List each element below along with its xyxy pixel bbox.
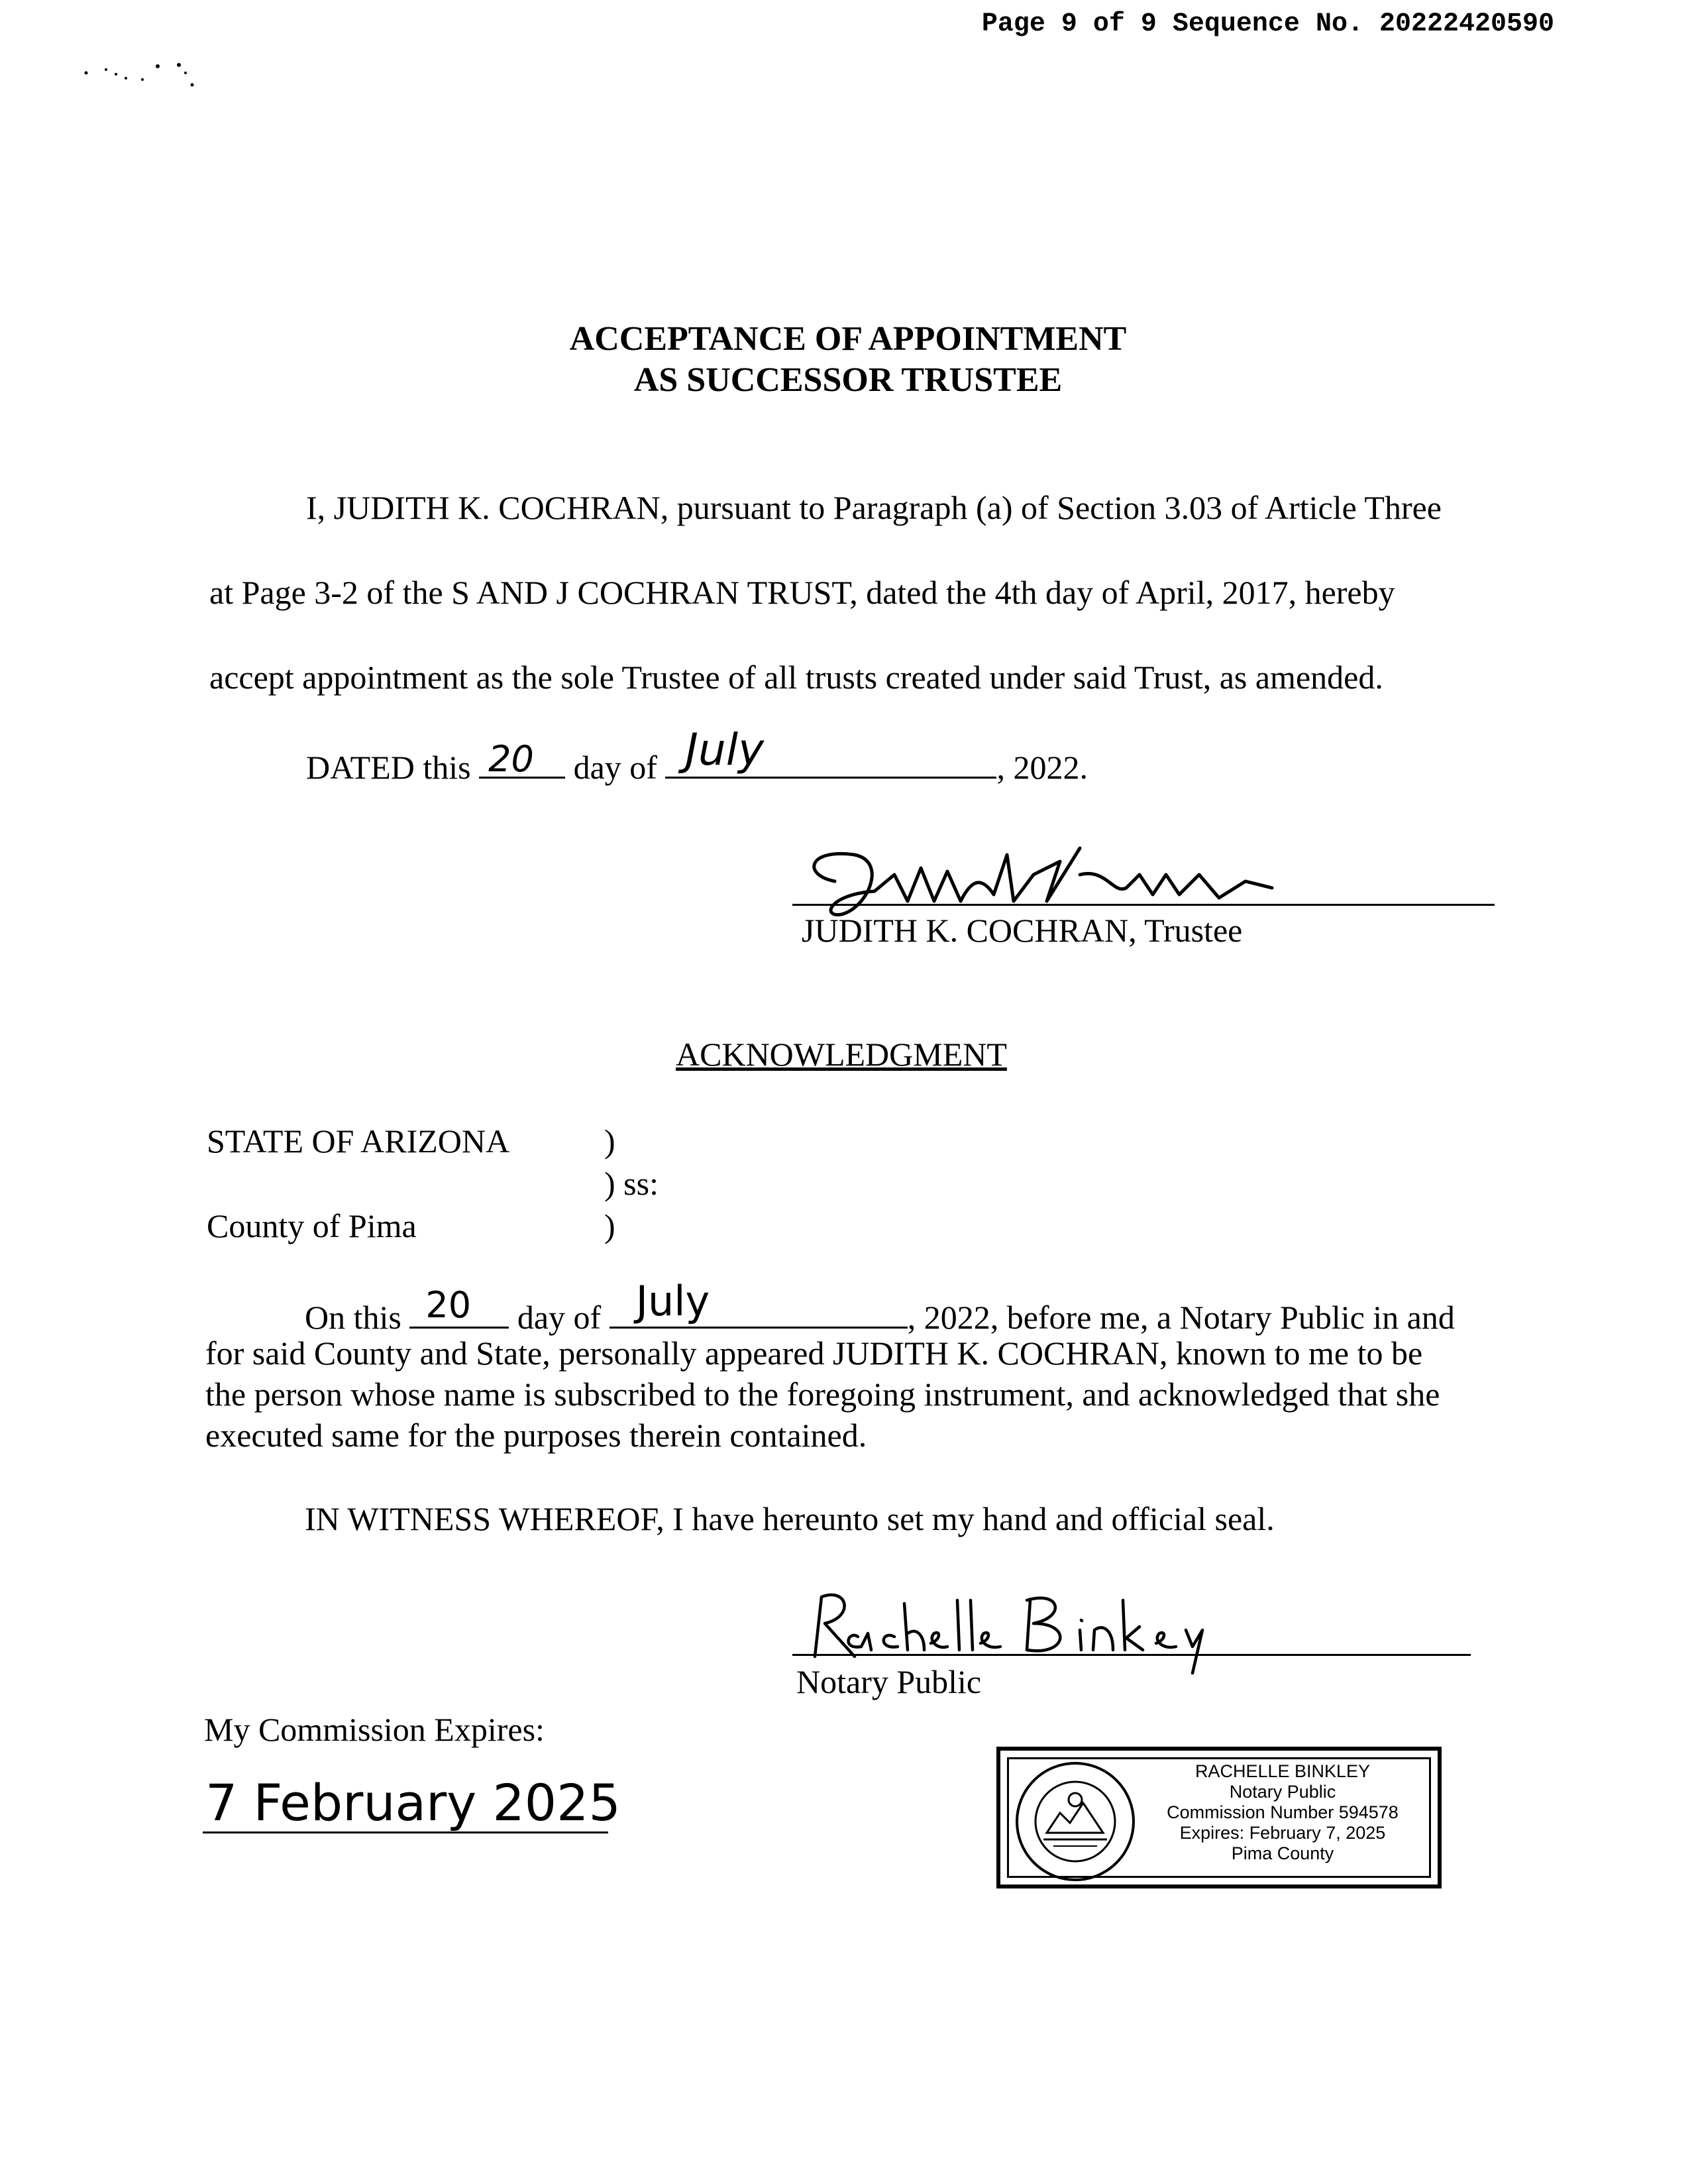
notary-stamp [996, 1747, 1442, 1888]
acknowledgment-heading: ACKNOWLEDGMENT [676, 1036, 1007, 1073]
trustee-caption: JUDITH K. COCHRAN, Trustee [802, 912, 1243, 949]
stamp-title: Notary Public [1229, 1782, 1336, 1802]
on-rest: , 2022, before me, a Notary Public in and [907, 1299, 1455, 1336]
on-mid: day of [517, 1299, 602, 1336]
dated-line [306, 724, 1088, 787]
on-month-field [610, 1277, 908, 1329]
dated-day-field [479, 738, 565, 780]
acknowledgment-line-2: for said County and State, personally appeared JUDITH K. COCHRAN, known to me to be [205, 1335, 1423, 1372]
dated-month-handwritten: July [685, 724, 765, 775]
acknowledgment-line-3: the person whose name is subscribed to the foregoing instrument, and acknowledged that she [205, 1376, 1440, 1413]
document-title-line2: AS SUCCESSOR TRUSTEE [633, 361, 1063, 399]
on-prefix: On this [305, 1299, 401, 1336]
on-day-handwritten: 20 [425, 1284, 472, 1326]
dated-day-handwritten: 20 [488, 738, 534, 780]
acknowledgment-line-4: executed same for the purposes therein contained. [205, 1417, 867, 1454]
dated-prefix: DATED this [306, 749, 471, 786]
stamp-commission-number: Commission Number 594578 [1167, 1802, 1399, 1822]
arizona-seal-icon [1014, 1760, 1137, 1883]
commission-expiration-handwritten: 7 February 2025 [205, 1773, 621, 1832]
scan-specks [80, 60, 252, 172]
acceptance-line-3: accept appointment as the sole Trustee of all trusts created under said Trust, as amended. [209, 659, 1383, 696]
on-day-field [409, 1284, 509, 1329]
dated-month-field [665, 724, 996, 779]
acceptance-line-1: I, JUDITH K. COCHRAN, pursuant to Paragraph (a) of Section 3.03 of Article Three [306, 489, 1442, 526]
dated-year: , 2022. [996, 749, 1088, 786]
venue-ss: ) ss: [604, 1165, 659, 1202]
venue-paren-bottom: ) [604, 1207, 615, 1244]
acceptance-line-2: at Page 3-2 of the S AND J COCHRAN TRUST, dated the 4th day of April, 2017, hereby [209, 574, 1395, 611]
notary-signature-line [792, 1654, 1471, 1656]
on-month-handwritten: July [635, 1277, 710, 1325]
stamp-county: Pima County [1231, 1843, 1334, 1863]
stamp-details [1137, 1761, 1428, 1864]
notary-caption: Notary Public [796, 1663, 982, 1700]
commission-label: My Commission Expires: [204, 1711, 545, 1748]
dated-mid: day of [573, 749, 657, 786]
stamp-expires: Expires: February 7, 2025 [1179, 1823, 1386, 1843]
venue-paren-top: ) [604, 1122, 615, 1160]
document-title-line1: ACCEPTANCE OF APPOINTMENT [569, 320, 1127, 358]
witness-statement: IN WITNESS WHEREOF, I have hereunto set my hand and official seal. [305, 1500, 1275, 1537]
venue-county: County of Pima [207, 1207, 417, 1244]
commission-line [203, 1831, 608, 1833]
acknowledgment-line-1 [305, 1277, 1455, 1337]
trustee-signature-line [792, 904, 1495, 906]
venue-state: STATE OF ARIZONA [207, 1122, 510, 1160]
stamp-name: RACHELLE BINKLEY [1194, 1761, 1371, 1781]
page-sequence-header: Page 9 of 9 Sequence No. 20222420590 [981, 9, 1554, 39]
